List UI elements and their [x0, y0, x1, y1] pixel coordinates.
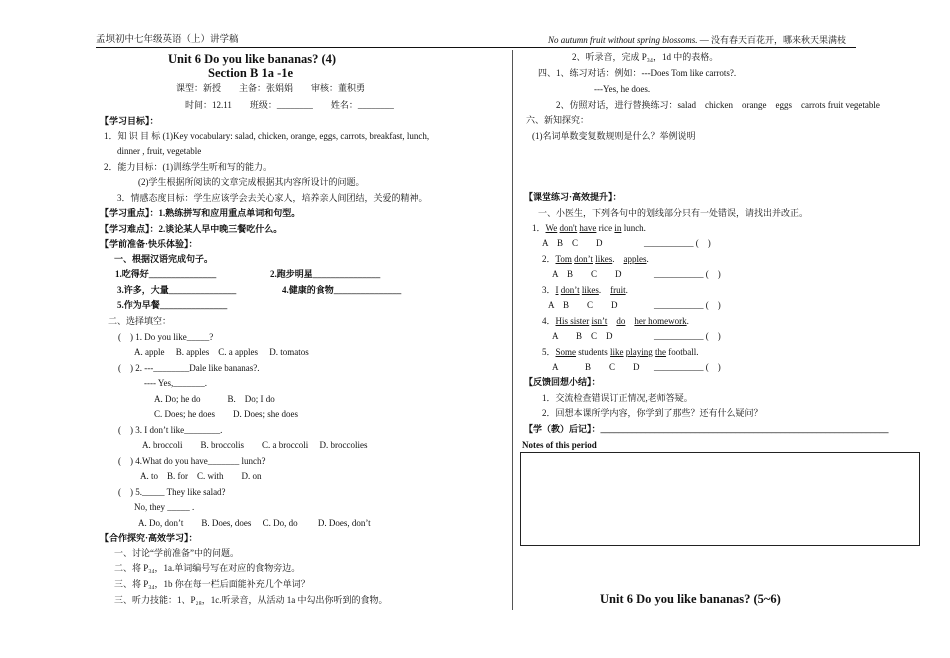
header-motto	[548, 35, 846, 46]
next-unit-title: Unit 6 Do you like bananas? (5~6)	[600, 592, 781, 606]
error-options-4: A B C D	[552, 331, 613, 341]
error-options-2: A B C D	[552, 269, 622, 279]
question-5-options: A. Do, don’t B. Does, does C. Do, do D. Does, don’t	[138, 518, 371, 528]
question-2-options-b: C. Does; he does D. Does; she does	[154, 409, 298, 419]
question-1: ( ) 1. Do you like_____?	[118, 332, 214, 342]
phrase-4: 4.健康的食物_______________	[282, 285, 402, 295]
plural-rule-question: (1)名词单数变复数规则是什么？举例说明	[532, 131, 696, 141]
feedback-2: 2．回想本课所学内容，你学到了那些？还有什么疑问？	[542, 408, 763, 418]
goal-knowledge-cont: dinner , fruit, vegetable	[117, 146, 202, 156]
question-4-options: A. to B. for C. with D. on	[140, 471, 262, 481]
new-knowledge-heading: 六、新知探究：	[526, 115, 590, 125]
goal-knowledge: 1．知 识 目 标 (1)Key vocabulary: salad, chicken, orange, eggs, carrots, breakfast, lunch,	[104, 131, 430, 141]
phrase-2: 2.跑步明星_______________	[270, 269, 381, 279]
error-sentence-3: 3．I don’t likes. fruit.	[542, 285, 628, 295]
coop-heading: 【合作探究·高效学习】：	[100, 533, 198, 543]
question-5-answer: No, they _____ .	[134, 502, 195, 512]
goal-ability: 2．能力目标：(1)训练学生听和写的能力。	[104, 162, 272, 172]
header-school-title: 孟坝初中七年级英语（上）讲学稿	[96, 35, 239, 45]
question-2-options-a: A. Do; he do B. Do; I do	[154, 394, 275, 404]
coop-2: 二、将 P₃₄，1a.单词编号写在对应的食物旁边。	[114, 563, 301, 573]
page-header	[96, 35, 856, 48]
error-sentence-5: 5．Some students like playing the football.	[542, 347, 699, 357]
answer-blank-3[interactable]: ___________ ( )	[654, 300, 721, 310]
coop-3: 三、将 P₃₄，1b 你在每一栏后面能补充几个单词？	[114, 579, 310, 589]
phrase-5: 5.作为早餐_______________	[117, 300, 228, 310]
header-motto-en: No autumn fruit without spring blossoms.	[547, 35, 698, 45]
error-sentence-1: 1．We don't have rice in lunch.	[532, 223, 646, 233]
answer-blank-5[interactable]: ___________ ( )	[654, 362, 721, 372]
dialogue-practice: 四、1、练习对话：例如：---Does Tom like carrots?.	[538, 68, 737, 78]
header-motto-cn: — 没有春天百花开，哪来秋天果满枝	[697, 35, 846, 45]
phrase-3: 3.许多，大量_______________	[117, 285, 237, 295]
practice-intro: 一、小医生，下列各句中的划线部分只有一处错误，请找出并改正。	[538, 208, 809, 218]
goal-ability-2: (2)学生根据所阅读的文章完成根据其内容所设计的问题。	[138, 177, 365, 187]
question-3: ( ) 3. I don’t like________.	[118, 425, 223, 435]
prep-section-2: 二、选择填空：	[108, 316, 172, 326]
error-options-5: A B C D	[552, 362, 640, 372]
error-options-3: A B C D	[548, 300, 618, 310]
teaching-notes-line: 【学（教）后记】：________________________________________________________________	[524, 424, 889, 434]
section-title: Section B 1a -1e	[208, 66, 294, 80]
lesson-meta-authors: 课型：新授 主备：张娟娟 审核：董积勇	[176, 83, 366, 93]
notes-title: Notes of this period	[522, 440, 597, 450]
goals-heading: 【学习目标】：	[100, 116, 159, 126]
answer-blank-2[interactable]: ___________ ( )	[654, 269, 721, 279]
unit-title: Unit 6 Do you like bananas? (4)	[168, 52, 337, 66]
phrase-1: 1.吃得好_______________	[115, 269, 217, 279]
error-sentence-2: 2．Tom don’t likes. apples.	[542, 254, 649, 264]
difficult-points: 【学习难点】：2.谈论某人早中晚三餐吃什么。	[100, 224, 283, 234]
prep-heading: 【学前准备·快乐体验】：	[100, 239, 198, 249]
key-points: 【学习重点】：1.熟练拼写和应用重点单词和句型。	[100, 208, 301, 218]
listen-task: 2、听录音，完成 P₃₄，1d 中的表格。	[572, 52, 719, 62]
practice-heading: 【课堂练习·高效提升】：	[524, 192, 622, 202]
dialogue-answer: ---Yes, he does.	[594, 84, 651, 94]
feedback-1: 1．交流检查错误订正情况,老师答疑。	[542, 393, 693, 403]
substitution-practice: 2、仿照对话，进行替换练习：salad chicken orange eggs carrots fruit vegetable	[556, 100, 880, 110]
coop-4: 三、听力技能：1、P₂₈，1c.听录音，从活动 1a 中勾出你听到的食物。	[114, 595, 388, 605]
column-divider	[512, 50, 513, 610]
question-2-answer: ---- Yes,_______.	[144, 378, 207, 388]
question-4: ( ) 4.What do you have_______ lunch?	[118, 456, 266, 466]
coop-1: 一、讨论“学前准备”中的问题。	[114, 548, 239, 558]
question-3-options: A. broccoli B. broccolis C. a broccoli D. broccolies	[142, 440, 368, 450]
lesson-meta-time: 时间：12.11 班级：________ 姓名：________	[185, 100, 394, 110]
error-options-1: A B C D	[542, 238, 603, 248]
feedback-heading: 【反馈回想小结】：	[524, 377, 601, 387]
answer-blank-1[interactable]: ___________ ( )	[644, 238, 711, 248]
question-1-options: A. apple B. apples C. a apples D. tomatos	[134, 347, 309, 357]
question-5: ( ) 5._____ They like salad?	[118, 487, 226, 497]
answer-blank-4[interactable]: ___________ ( )	[654, 331, 721, 341]
error-sentence-4: 4．His sister isn’t do her homework.	[542, 316, 689, 326]
notes-box[interactable]	[520, 452, 920, 546]
prep-section-1: 一、根据汉语完成句子。	[114, 254, 214, 264]
question-2: ( ) 2. ---________Dale like bananas?.	[118, 363, 260, 373]
goal-emotion: 3．情感态度目标：学生应该学会去关心家人，培养亲人间团结，关爱的精神。	[117, 193, 428, 203]
